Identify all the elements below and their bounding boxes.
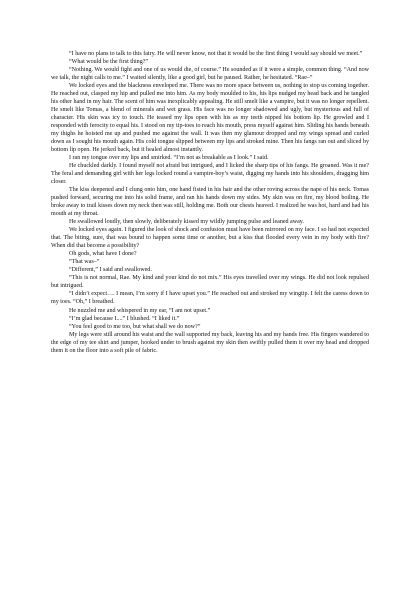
paragraph: “Different,” I said and swallowed. [69,267,152,274]
paragraph: “I’m glad because I....” I blushed. “I liked it.” [69,315,180,322]
paragraph: “I have no plans to talk to this fairy. He will never know, not that it would be the first thing I would say should we meet.” [69,51,363,57]
paragraph: I ran my tongue over my lips and smirked. “I’m not as breakable as I look.” I said. [69,155,269,162]
paragraph: We locked eyes and the blackness enveloped me. There was no more space between us, nothing to stop us coming together. He reached out, clasped my hip and pulled me into him. As my body moulded to his, his lips nudged my head back and he tangled his other hand in my hair. The scent of him was inexplicably appealing. He still smelt like a vampire, but it was no longer repellent. He smelt like Tomas, a blend of minerals and wet grass. His face was no longer shadowed and ugly, but mysterious and full of character. His skin was icy to touch. He teased my lips open with his as my teeth nipped his bottom lip. He growled and I responded with ferocity to equal his. I stood on my tip-toes to reach his mouth, press myself against him. Sliding his hands beneath my thighs he hoisted me up and pushed me against the wall. It was then my glamour dropped and my wings spread and curled down as I sought his mouth again. His cold tongue slipped between my lips and stroked mine. Then his fangs ran out and sliced by bottom lip open. He jerked back, but it healed almost instantly. [51,83,369,154]
paragraph: The kiss deepened and I clung onto him, one hand fisted in his hair and the other roving across the nape of his neck. Tomas pushed forward, securing me into his solid frame, and ran his hands down my sides. My skin was on fire, my blood boiling. He broke away to trail kisses down my neck then was still, holding me. Both our chests heaved. I realized he was hot, hard and had his mouth at my throat. [51,187,369,218]
book-page [51,50,369,355]
paragraph: “You feel good to me too, but what shall we do now?” [69,323,201,330]
paragraph: He chuckled darkly. I found myself not afraid but intrigued, and I licked the sharp tips of his fangs. He groaned. Was it me? The feral and demanding girl with her legs locked round a vampire-boy’s waist, digging my hands into his shoulders, dragging him closer. [51,163,369,186]
paragraph: “I didn’t expect…. I mean, I’m sorry if I have upset you.” He reached out and stroked my wingtip. I felt the caress down to my toes. “Oh,” I breathed. [51,291,369,306]
paragraph: “What would be the first thing?” [69,59,149,66]
paragraph: He nuzzled me and whispered in my ear, “I am not upset.” [69,307,211,314]
paragraph: “This is not normal, Rae. My kind and your kind do not mix.” His eyes travelled over my wings. He did not look repulsed but intrigued. [51,275,369,290]
paragraph: “That was–” [69,259,100,266]
paragraph: My legs were still around his waist and the wall supported my back, leaving his and my hands free. His fingers wandered to the edge of my tee shirt and jumper, hooked under to brush against my skin then swiftly pulled them it over my head and dropped them it on the floor into a soft pile of fabric. [51,331,369,354]
paragraph: We locked eyes again. I figured the look of shock and confusion must have been mirrored on my face. I so had not expected that. The biting, sure, that was bound to happen some time or another, but a kiss that flooded every vein in my body with fire? When did that become a possibility? [51,227,369,250]
paragraph: Oh gods, what have I done? [69,251,137,258]
paragraph: He swallowed loudly, then slowly, deliberately kissed my wildly jumping pulse and leaned away. [69,219,304,226]
paragraph: “Nothing. We would fight and one of us would die, of course.” He sounded as if it were a simple, common thing. “And now we talk, the night calls to me.” I waited silently, like a good girl, but he paused. Rather, he hesitated. “Rae–” [51,67,370,82]
